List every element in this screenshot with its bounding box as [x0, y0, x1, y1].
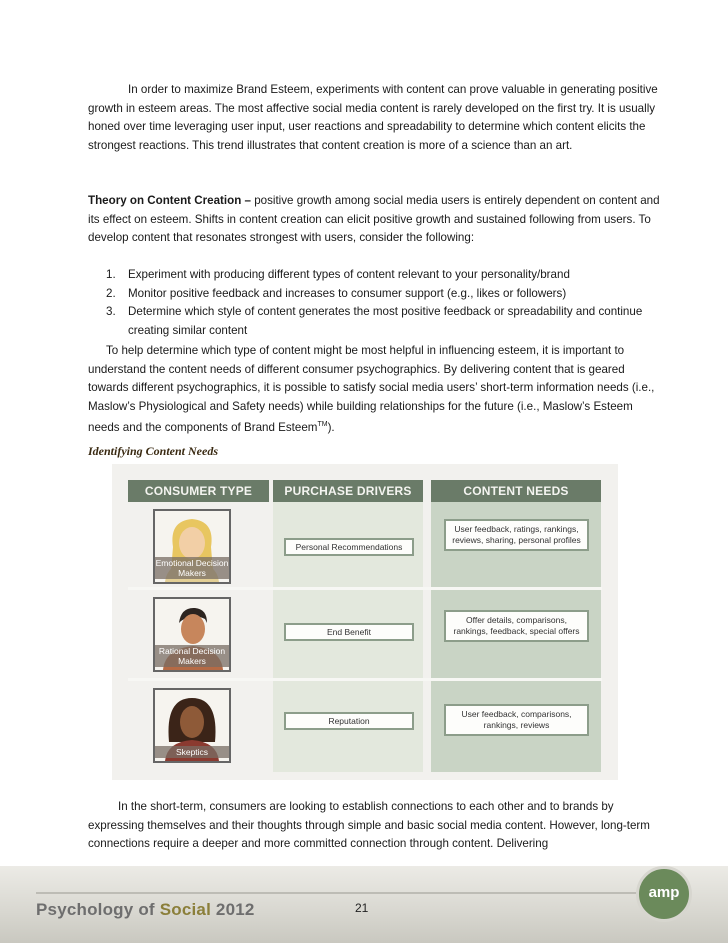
persona-rational	[153, 597, 231, 672]
row-divider	[128, 587, 602, 590]
list-item	[88, 285, 663, 304]
header-content-needs: CONTENT NEEDS	[431, 480, 601, 502]
row-divider	[128, 678, 602, 681]
persona-label: Rational Decision Makers	[155, 645, 229, 667]
header-consumer-type: CONSUMER TYPE	[128, 480, 269, 502]
driver-box: End Benefit	[284, 623, 414, 641]
page-number: 21	[355, 901, 369, 915]
needs-box: User feedback, ratings, rankings, reviews, sharing, personal profiles	[444, 519, 589, 551]
driver-box: Personal Recommendations	[284, 538, 414, 556]
psychographics-paragraph	[88, 342, 663, 438]
persona-label: Emotional Decision Makers	[155, 558, 229, 578]
trademark: TM	[317, 421, 328, 429]
needs-box: Offer details, comparisons, rankings, feedback, special offers	[444, 610, 589, 642]
closing-text: In the short-term, consumers are looking to establish connections to each other and to brands by expressing themselves and their thoughts through simple and basic social media content. However, long-term connections require a deeper and more committed connection through content. Delivering	[88, 800, 650, 851]
footer-title-accent: Social	[159, 900, 211, 919]
list-item	[88, 266, 663, 285]
footer-title-year: 2012	[211, 900, 255, 919]
footer-rule	[36, 892, 639, 894]
amp-logo: amp	[636, 866, 692, 922]
persona-emotional	[153, 509, 231, 584]
persona-skeptics	[153, 688, 231, 763]
list-item	[88, 303, 663, 340]
list-text: Experiment with producing different types of content relevant to your personality/brand	[128, 268, 570, 281]
list-number: 1.	[106, 268, 116, 281]
theory-paragraph	[88, 192, 663, 248]
theory-body: positive growth among social media users is entirely dependent on content and its effect on esteem. Shifts in content creation can elicit positive growth and sustained following from users. To develop content that resonates strongest with users, consider the following:	[88, 194, 660, 245]
list-number: 3.	[106, 305, 116, 319]
footer-title-part: Psychology of	[36, 900, 160, 919]
closing-paragraph	[88, 798, 663, 854]
list-text: Determine which style of content generates the most positive feedback or spreadability and continue creating similar content	[128, 305, 643, 337]
steps-list	[88, 266, 663, 340]
driver-box: Reputation	[284, 712, 414, 730]
persona-label: Skeptics	[155, 746, 229, 758]
header-purchase-drivers: PURCHASE DRIVERS	[273, 480, 423, 502]
psychographics-end: ).	[327, 421, 335, 435]
list-text: Monitor positive feedback and increases to consumer support (e.g., likes or followers)	[128, 286, 567, 300]
psychographics-text: To help determine which type of content might be most helpful in influencing esteem, it is important to understand the content needs of different consumer psychographics. By delivering content that is geared towards different psychographics, it is possible to satisfy social media users’ short-term information needs (i.e., Maslow’s Physiological and Safety needs) while building relationships for the future (i.e., Maslow’s Esteem needs and the components of Brand Esteem	[88, 344, 655, 435]
needs-box: User feedback, comparisons, rankings, reviews	[444, 704, 589, 736]
footer-title	[36, 900, 255, 920]
list-number: 2.	[106, 286, 116, 300]
section-subheading: Identifying Content Needs	[88, 444, 219, 458]
content-needs-infographic	[112, 464, 618, 780]
theory-title: Theory on Content Creation –	[88, 194, 251, 207]
intro-paragraph	[88, 81, 663, 155]
intro-text: In order to maximize Brand Esteem, experiments with content can prove valuable in generating positive growth in esteem areas. The most affective social media content is rarely developed on the first try. It is usually honed over time leveraging user input, user reactions and spreadability to determine which content elicits the strongest reactions. This trend illustrates that content creation is more of a science than an art.	[88, 83, 658, 152]
